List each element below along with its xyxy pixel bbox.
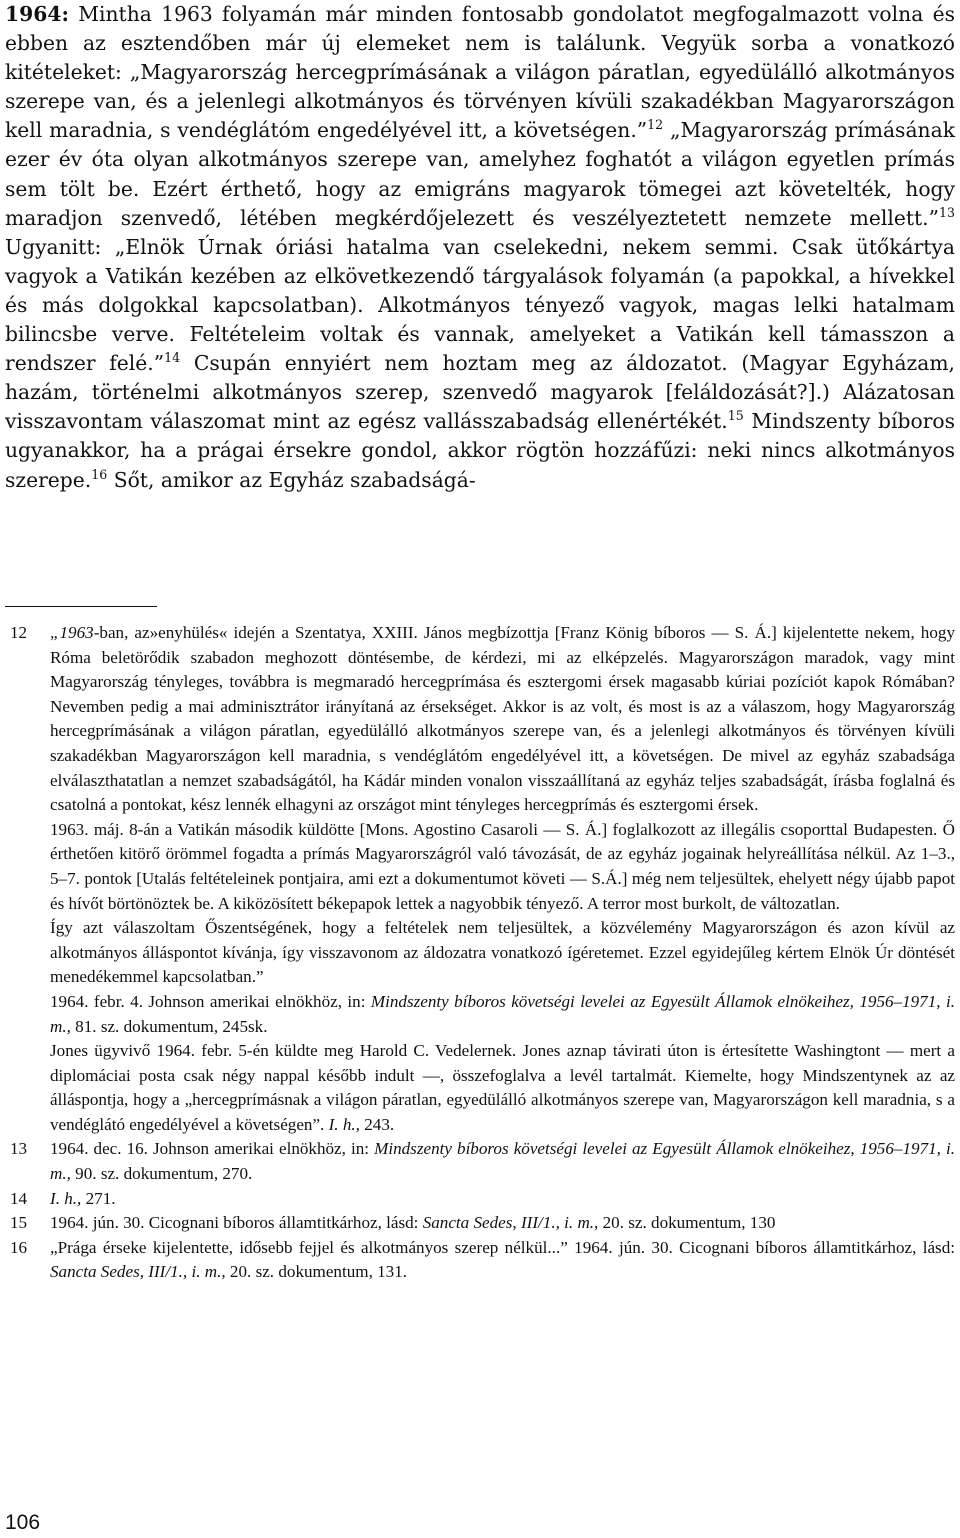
footnote-13-text	[50, 1137, 955, 1186]
main-paragraph	[5, 0, 955, 495]
footnote-16-text	[50, 1236, 955, 1285]
footnote-12-page: 243.	[359, 1114, 395, 1134]
footnote-16-doc-ref: 20. sz. dokumentum, 131.	[225, 1262, 408, 1282]
main-text-2: „Magyarország prímásának ezer év óta olyan alkotmányos szerepe van, amelyhez foghatót a világon egyetlen prímás sem tölt be. Ezért érthető, hogy az emigráns magyarok tömegei azt követelték, hogy maradjon szenvedő, létében megkérdőjelezett és veszélyeztetett nemzete mellett.”	[5, 118, 955, 230]
footnote-ref-16: 16	[91, 466, 108, 482]
footnote-12-text-b: 1963. máj. 8-án a Vatikán második küldötte [Mons. Agostino Casaroli — S. Á.] foglalkozott az illegális csoporttal Budapesten. Ő érthetően kitörő örömmel fogadta a prímás Magyarországról való távozását, de az egyház jogainak helyreállítása nélkül. Az 1–3., 5–7. pontok [Utalás feltételeinek pontjaira, ami ezt a dokumentumot követi — S.Á.] még nem teljesültek, ehelyett négy újabb papot és hívőt börtönöztek be. A kiközösített békepapok lettek a nagyobbik tényező. A terror most burkolt, de változatlan.	[50, 819, 955, 913]
page-number: 106	[5, 1511, 41, 1534]
footnote-13-doc-ref: 90. sz. dokumentum, 270.	[70, 1164, 253, 1184]
footnote-12-citation: 1964. febr. 4. Johnson amerikai elnökhöz, in:	[50, 991, 371, 1011]
footnote-number: 14	[10, 1188, 28, 1208]
footnote-12-text-c: Így azt válaszoltam Őszentségének, hogy a feltételek nem teljesültek, a közvélemény Magyarországon és azon kívül az alkotmányos álláspontot kívánja, így visszavonom az áldozatra vonatkozó ígéretemet. Ezzel egyidejűleg kértem Elnök Úr döntését menedékemmel kapcsolatban.”	[50, 918, 955, 987]
footnote-separator	[5, 606, 157, 607]
footnote-14	[5, 1187, 955, 1212]
footnote-16-citation: „Prága érseke kijelentette, idősebb fejjel és alkotmányos szerep nélkül...” 1964. jún. 30. Cicognani bíboros államtitkárhoz, lásd:	[50, 1237, 955, 1257]
footnote-12-text-a	[50, 621, 955, 818]
footnote-ref-13: 13	[938, 204, 955, 220]
main-text-1: Mintha 1963 folyamán már minden fontosabb gondolatot megfogalmazott volna és ebben az esztendőben már új elemeket nem is találunk. Vegyük sorba a vonatkozó kitételeket: „Magyarország hercegprímásának a világon páratlan, egyedülálló alkotmányos szerepe van, és a jelenlegi alkotmányos és törvényen kívüli szakadékban Magyarországon kell maradnia, s vendéglátóm engedélyével itt, a követségen.”	[5, 2, 955, 143]
footnote-16	[5, 1236, 955, 1285]
footnote-15-text	[50, 1211, 955, 1236]
footnote-12-jones: Jones ügyvivő 1964. febr. 5-én küldte meg Harold C. Vedelernek. Jones aznap távirati úton is értesítette Washingtont — mert a diplomáciai posta csak négy nappal később indult —, összefoglalva a levél tartalmát. Kiemelte, hogy Mindszentynek az az álláspontja, hogy a „hercegprímásnak a világon páratlan, egyedülálló alkotmányos szerepe van, Magyarországon kell maradnia, s a vendéglátó engedélyével a követségen”.	[50, 1041, 955, 1134]
footnote-12-year: „1963	[50, 623, 94, 642]
year-heading: 1964:	[5, 2, 69, 26]
footnote-13-source-title: Mindszenty bíboros követségi levelei az Egyesült Államok elnökeihez, 1956–1971, i. m.,	[50, 1139, 955, 1184]
footnote-number: 12	[10, 623, 28, 642]
main-text-5: Mindszenty bíboros ugyanakkor, ha a prágai érsekre gondol, akkor rögtön hozzáfűzi: neki nincs alkotmányos szerepe.	[5, 409, 956, 492]
footnote-12-text-e	[50, 1039, 955, 1137]
footnote-number: 16	[10, 1237, 28, 1257]
footnote-12-doc-ref: 81. sz. dokumentum, 245sk.	[70, 1016, 268, 1036]
footnote-12-source-title: Mindszenty bíboros követségi levelei az Egyesült Államok elnökeihez, 1956–1971, i. m.,	[50, 991, 955, 1036]
footnote-15	[5, 1211, 955, 1236]
footnote-number: 15	[10, 1213, 28, 1233]
footnote-14-page: 271.	[81, 1188, 116, 1208]
footnote-12	[5, 621, 955, 1137]
footnote-12-text-d	[50, 990, 955, 1039]
main-text-6: Sőt, amikor az Egyház szabadságá-	[107, 467, 476, 492]
footnote-14-text	[50, 1187, 955, 1212]
footnote-12-body-a: -ban, az»enyhülés« idején a Szentatya, XXIII. János megbízottja [Franz König bíboros — S. Á.] kijelentette nekem, hogy Róma beletörődik szabadon meghozott döntésembe, de kérdezi, mi az elképzelés. Magyarországon maradok, vagy mint Magyarország tényleges, továbbra is megmaradó hercegprímása és esztergomi érsek magasabb kúriai pozíciót kapok Rómában? Nevemben pedig a mai adminisztrátor irányítaná az érsekséget. Akkor is az volt, és most is az a válaszom, hogy Magyarország hercegprímásának a világon páratlan, egyedülálló alkotmányos szerepe van, és a jelenlegi alkotmányos és törvényen kívüli szakadékban Magyarországon kell maradnia, s vendéglátóm engedélyével itt, a követségen. De mivel az egyház szabadsága elválaszthatatlan a nemzet szabadságától, ha Kádár minden vonalon visszaállítaná az egyház teljes szabadságát, írásba foglalná és csatolná a pontokat, kész lennék elhagyni az országot mint tényleges hercegprímás és esztergomi érsek.	[50, 623, 955, 815]
footnote-ref-15: 15	[727, 408, 744, 424]
footnote-13-citation: 1964. dec. 16. Johnson amerikai elnökhöz, in:	[50, 1139, 375, 1159]
footnote-15-source-title: Sancta Sedes, III/1., i. m.,	[422, 1213, 599, 1233]
footnote-13	[5, 1137, 955, 1186]
footnotes	[5, 621, 955, 1285]
main-text-3: Ugyanitt: „Elnök Úrnak óriási hatalma van cselekedni, nekem semmi. Csak ütőkártya vagyok a Vatikán kezében az elkövetkezendő tárgyalások folyamán (a papokkal, a hívekkel és más dolgokkal kapcsolatban). Alkotmányos tényező vagyok, magas lelki hatalmam bilincsbe verve. Feltételeim voltak és vannak, amelyeket a Vatikán kell támasszon a rendszer felé.”	[5, 234, 955, 376]
footnote-14-ibid: I. h.,	[50, 1188, 82, 1208]
footnote-15-doc-ref: 20. sz. dokumentum, 130	[598, 1213, 776, 1233]
footnote-ref-14: 14	[164, 350, 181, 366]
footnote-ref-12: 12	[647, 117, 664, 133]
main-text-4: Csupán ennyiért nem hoztam meg az áldozatot. (Magyar Egyházam, hazám, történelmi alkotmányos szerep, szenvedő magyarok [feláldozását?].) Alázatosan visszavontam válaszomat mint az egész vallásszabadság ellenértékét.	[5, 351, 956, 434]
footnote-number: 13	[10, 1139, 28, 1159]
footnote-15-citation: 1964. jún. 30. Cicognani bíboros államtitkárhoz, lásd:	[50, 1213, 423, 1233]
footnote-12-ibid: I. h.,	[328, 1114, 360, 1134]
footnote-16-source-title: Sancta Sedes, III/1., i. m.,	[50, 1262, 226, 1282]
